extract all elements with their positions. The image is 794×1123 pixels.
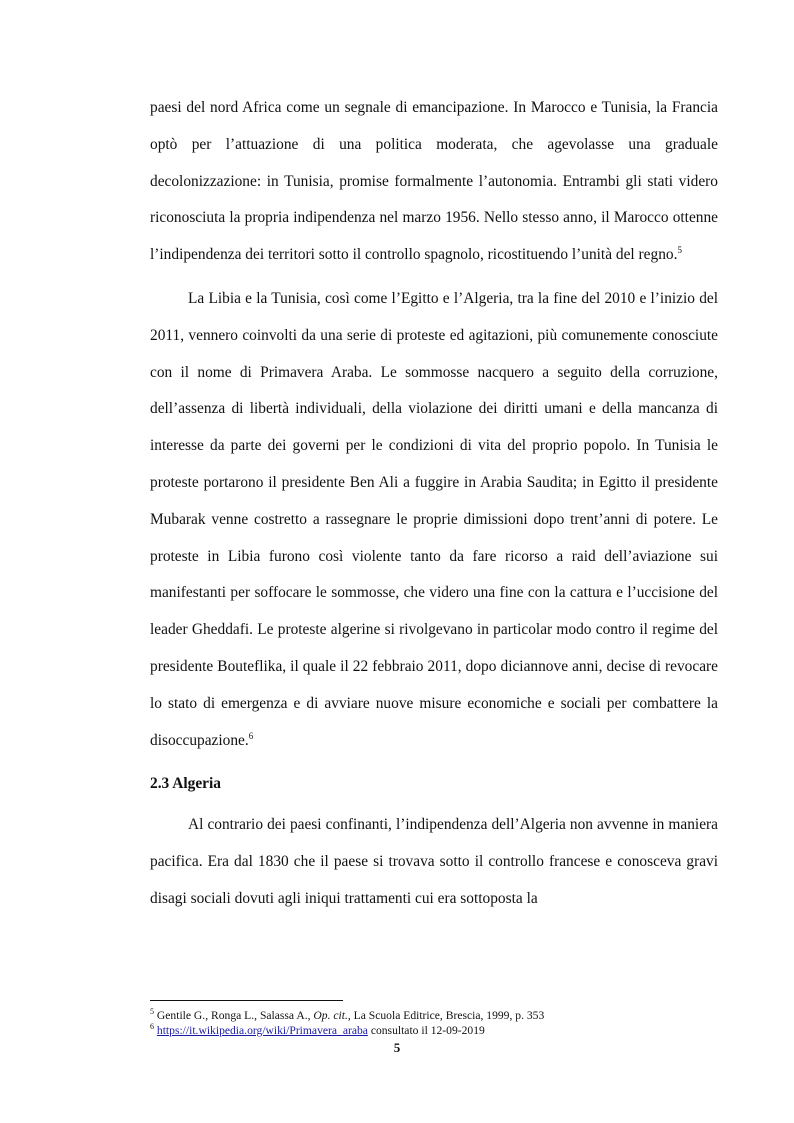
paragraph-decolonization bbox=[150, 90, 718, 274]
page-number: 5 bbox=[393, 1040, 401, 1055]
paragraph-text: La Libia e la Tunisia, così come l’Egitto e l’Algeria, tra la fine del 2010 e l’inizio del 2011, vennero coinvolti da una serie di proteste ed agitazioni, più comunemente conosciute con il nome di Primavera Araba. Le sommosse nacquero a seguito della corruzione, dell’assenza di libertà individuali, della violazione dei diritti umani e della mancanza di interesse da parte dei governi per le condizioni di vita del proprio popolo. In Tunisia le proteste portarono il presidente Ben Ali a fuggire in Arabia Saudita; in Egitto il presidente Mubarak venne costretto a rassegnare le proprie dimissioni dopo trent’anni di potere. Le proteste in Libia furono così violente tanto da fare ricorso a raid dell’aviazione sui manifestanti per soffocare le sommosse, che videro una fine con la cattura e l’uccisione del leader Gheddafi. Le proteste algerine si rivolgevano in particolar modo contro il regime del presidente Bouteflika, il quale il 22 febbraio 2011, dopo diciannove anni, decise di revocare lo stato di emergenza e di avviare nuove misure economiche e sociali per combattere la disoccupazione. bbox=[150, 289, 718, 749]
footnote-number: 6 bbox=[150, 1022, 154, 1032]
footnote-5 bbox=[150, 1008, 718, 1023]
wikipedia-link[interactable]: https://it.wikipedia.org/wiki/Primavera_araba bbox=[156, 1024, 368, 1037]
paragraph-text: paesi del nord Africa come un segnale di emancipazione. In Marocco e Tunisia, la Francia optò per l’attuazione di una politica moderata, che agevolasse una graduale decolonizzazione: in Tunisia, promise formalmente l’autonomia. Entrambi gli stati videro riconosciuta la propria indipendenza nel marzo 1956. Nello stesso anno, il Marocco ottenne l’indipendenza dei territori sotto il controllo spagnolo, ricostituendo l’unità del regno. bbox=[150, 99, 718, 264]
footnote-ref-5[interactable]: 5 bbox=[677, 245, 682, 256]
footnote-text: , La Scuola Editrice, Brescia, 1999, p. 353 bbox=[347, 1009, 545, 1022]
paragraph-arab-spring bbox=[150, 281, 718, 759]
paragraph-algeria bbox=[150, 807, 718, 917]
section-heading: 2.3 Algeria bbox=[150, 775, 221, 793]
footnotes bbox=[150, 1008, 718, 1038]
footnote-ref-6[interactable]: 6 bbox=[248, 730, 254, 741]
footnote-italic-text: Op. cit. bbox=[313, 1009, 348, 1022]
body-text bbox=[150, 90, 718, 925]
footnote-text: consultato il 12-09-2019 bbox=[367, 1024, 485, 1037]
paragraph-text: Al contrario dei paesi confinanti, l’indipendenza dell’Algeria non avvenne in maniera pacifica. Era dal 1830 che il paese si trovava sotto il controllo francese e conosceva gravi disagi sociali dovuti agli iniqui trattamenti cui era sottoposta la bbox=[150, 816, 718, 907]
footnote-separator bbox=[150, 1000, 343, 1001]
footnote-6 bbox=[150, 1023, 718, 1038]
footnote-text: Gentile G., Ronga L., Salassa A., bbox=[156, 1009, 314, 1022]
footnote-number: 5 bbox=[150, 1007, 154, 1017]
